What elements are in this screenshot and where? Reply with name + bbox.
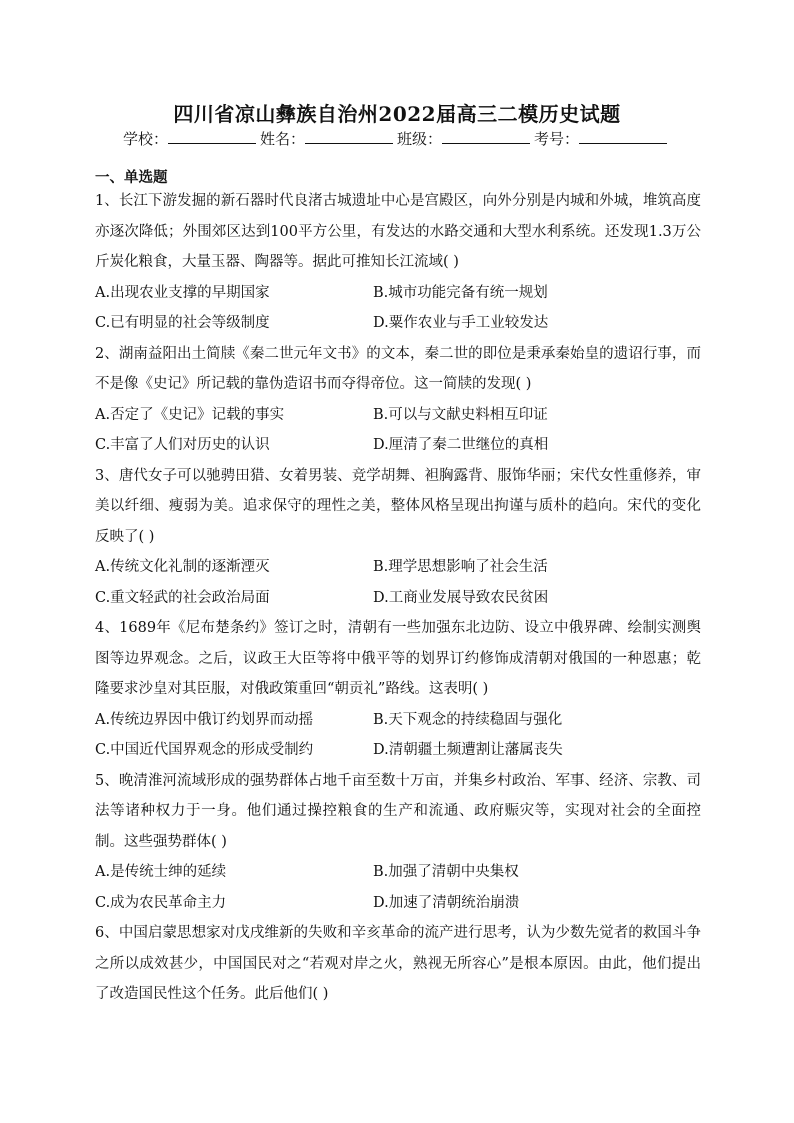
question-1: [95, 186, 701, 339]
question-stem: 2、湖南益阳出土简牍《秦二世元年文书》的文本，秦二世的即位是秉承秦始皇的遗诏行事，而不是像《史记》所记载的靠伪造诏书而夺得帝位。这一简牍的发现( ): [95, 345, 701, 392]
option-b[interactable]: B.理学思想影响了社会生活: [373, 559, 548, 575]
option-a[interactable]: A.是传统士绅的延续: [95, 864, 227, 880]
question-4: [95, 613, 701, 766]
option-a[interactable]: A.传统边界因中俄订约划界而动摇: [95, 711, 314, 728]
option-d[interactable]: D.加速了清朝统治崩溃: [373, 894, 520, 911]
question-stem: 6、中国启蒙思想家对戊戌维新的失败和辛亥革命的流产进行思考，认为少数先觉者的救国斗争之所以成效甚少，中国国民对之“若观对岸之火，熟视无所容心”是根本原因。由此，他们提出了改造国民性这个任务。此后他们( ): [95, 925, 701, 1002]
option-row: [95, 400, 701, 431]
question-6: [95, 918, 701, 1010]
option-row: [95, 888, 701, 919]
option-b[interactable]: B.天下观念的持续稳固与强化: [373, 711, 563, 728]
option-c[interactable]: C.丰富了人们对历史的认识: [95, 437, 270, 453]
option-row: [95, 735, 701, 766]
option-c[interactable]: C.已有明显的社会等级制度: [95, 315, 270, 331]
name-field[interactable]: [305, 129, 393, 144]
option-d[interactable]: D.工商业发展导致农民贫困: [373, 589, 549, 606]
option-a[interactable]: A.传统文化礼制的逐渐湮灭: [95, 559, 270, 575]
option-b[interactable]: B.城市功能完备有统一规划: [373, 284, 548, 301]
question-stem: 4、1689年《尼布楚条约》签订之时，清朝有一些加强东北边防、设立中俄界碑、绘制实测舆图等边界观念。之后，议政王大臣等将中俄平等的划界订约修饰成清朝对俄国的一种恩惠；乾隆要求沙皇对其臣服，对俄政策重回“朝贡礼”路线。这表明( ): [95, 620, 701, 697]
option-c[interactable]: C.中国近代国界观念的形成受制约: [95, 742, 314, 758]
option-c[interactable]: C.成为农民革命主力: [95, 894, 227, 911]
option-row: [95, 308, 701, 339]
number-label: 考号：: [534, 130, 580, 148]
question-list: [95, 186, 701, 1010]
student-info-line: [0, 128, 794, 149]
option-c[interactable]: C.重文轻武的社会政治局面: [95, 589, 270, 606]
option-d[interactable]: D.粟作农业与手工业较发达: [373, 315, 549, 331]
option-row: [95, 705, 701, 736]
option-d[interactable]: D.厘清了秦二世继位的真相: [373, 437, 549, 453]
question-5: [95, 766, 701, 919]
option-d[interactable]: D.清朝疆土频遭割让藩属丧失: [373, 742, 563, 758]
option-row: [95, 583, 701, 614]
name-label: 姓名：: [259, 130, 305, 148]
question-stem: 1、长江下游发掘的新石器时代良渚古城遗址中心是宫殿区，向外分别是内城和外城，堆筑高度亦逐次降低；外围郊区达到100平方公里，有发达的水路交通和大型水利系统。还发现1.3万公斤炭化粮食，大量玉器、陶器等。据此可推知长江流域( ): [95, 193, 701, 270]
option-a[interactable]: A.否定了《史记》记载的事实: [95, 406, 285, 423]
option-b[interactable]: B.加强了清朝中央集权: [373, 864, 519, 880]
option-row: [95, 430, 701, 461]
option-row: [95, 278, 701, 309]
question-3: [95, 461, 701, 614]
question-2: [95, 339, 701, 461]
class-label: 班级：: [397, 130, 443, 148]
section-heading: 一、单选题: [95, 169, 168, 186]
class-field[interactable]: [442, 129, 530, 144]
page-title: 四川省凉山彝族自治州2022届高三二模历史试题: [173, 102, 621, 126]
option-row: [95, 857, 701, 888]
school-label: 学校：: [122, 130, 168, 148]
question-stem: 5、晚清淮河流域形成的强势群体占地千亩至数十万亩，并集乡村政治、军事、经济、宗教、司法等诸种权力于一身。他们通过操控粮食的生产和流通、政府赈灾等，实现对社会的全面控制。这些强势群体( ): [95, 772, 701, 850]
question-stem: 3、唐代女子可以驰骋田猎、女着男装、竞学胡舞、袒胸露背、服饰华丽；宋代女性重修养，审美以纤细、瘦弱为美。追求保守的理性之美，整体风格呈现出拘谨与质朴的趋向。宋代的变化反映了( ): [95, 467, 701, 545]
option-row: [95, 552, 701, 583]
option-a[interactable]: A.出现农业支撑的早期国家: [95, 284, 270, 301]
option-b[interactable]: B.可以与文献史料相互印证: [373, 406, 548, 423]
number-field[interactable]: [579, 129, 667, 144]
school-field[interactable]: [168, 129, 256, 144]
